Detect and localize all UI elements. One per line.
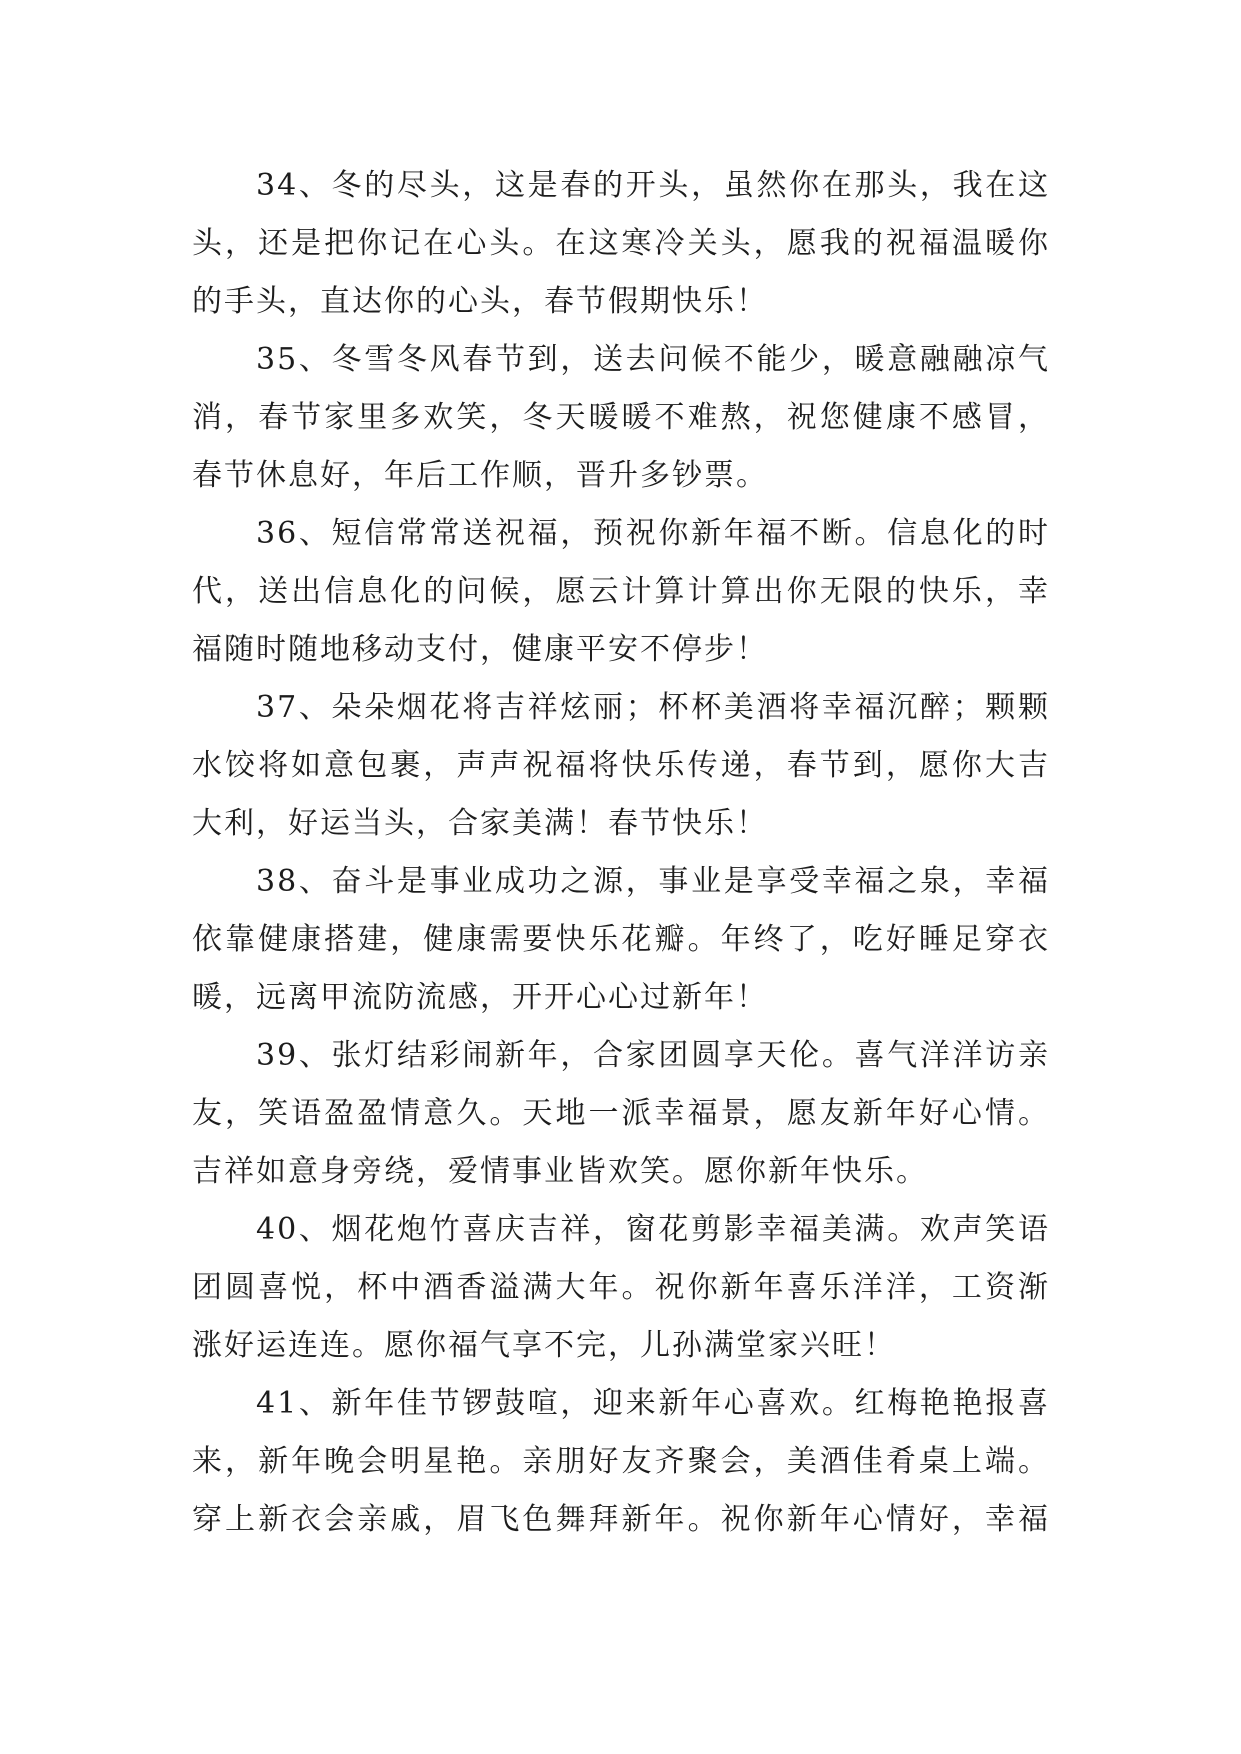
paragraph-line: 依靠健康搭建，健康需要快乐花瓣。年终了，吃好睡足穿衣	[192, 922, 1050, 957]
document-body	[192, 157, 1050, 1549]
paragraph-line: 大利，好运当头，合家美满！春节快乐！	[192, 806, 768, 841]
paragraph-line: 41、新年佳节锣鼓喧，迎来新年心喜欢。红梅艳艳报喜	[256, 1386, 1050, 1421]
paragraph-line: 穿上新衣会亲戚，眉飞色舞拜新年。祝你新年心情好，幸福	[192, 1502, 1050, 1537]
paragraph-line: 38、奋斗是事业成功之源，事业是享受幸福之泉，幸福	[256, 864, 1050, 899]
paragraph-34	[192, 157, 1050, 331]
paragraph-41	[192, 1375, 1050, 1549]
paragraph-line: 水饺将如意包裹，声声祝福将快乐传递，春节到，愿你大吉	[192, 748, 1050, 783]
paragraph-line: 来，新年晚会明星艳。亲朋好友齐聚会，美酒佳肴桌上端。	[192, 1444, 1050, 1479]
paragraph-38	[192, 853, 1050, 1027]
paragraph-line: 36、短信常常送祝福，预祝你新年福不断。信息化的时	[256, 516, 1050, 551]
paragraph-line: 消，春节家里多欢笑，冬天暖暖不难熬，祝您健康不感冒，	[192, 400, 1050, 435]
paragraph-line: 代，送出信息化的问候，愿云计算计算出你无限的快乐，幸	[192, 574, 1050, 609]
paragraph-line: 春节休息好，年后工作顺，晋升多钞票。	[192, 458, 768, 493]
paragraph-line: 39、张灯结彩闹新年，合家团圆享天伦。喜气洋洋访亲	[256, 1038, 1050, 1073]
paragraph-line: 40、烟花炮竹喜庆吉祥，窗花剪影幸福美满。欢声笑语	[256, 1212, 1050, 1247]
paragraph-line: 35、冬雪冬风春节到，送去问候不能少，暖意融融凉气	[256, 342, 1050, 377]
paragraph-line: 团圆喜悦，杯中酒香溢满大年。祝你新年喜乐洋洋，工资渐	[192, 1270, 1050, 1305]
paragraph-line: 暖，远离甲流防流感，开开心心过新年！	[192, 980, 768, 1015]
paragraph-line: 涨好运连连。愿你福气享不完，儿孙满堂家兴旺！	[192, 1328, 896, 1363]
paragraph-36	[192, 505, 1050, 679]
paragraph-line: 头，还是把你记在心头。在这寒冷关头，愿我的祝福温暖你	[192, 226, 1050, 261]
paragraph-line: 福随时随地移动支付，健康平安不停步！	[192, 632, 768, 667]
paragraph-line: 37、朵朵烟花将吉祥炫丽；杯杯美酒将幸福沉醉；颗颗	[256, 690, 1050, 725]
paragraph-35	[192, 331, 1050, 505]
paragraph-line: 的手头，直达你的心头，春节假期快乐！	[192, 284, 768, 319]
paragraph-line: 吉祥如意身旁绕，爱情事业皆欢笑。愿你新年快乐。	[192, 1154, 928, 1189]
paragraph-line: 34、冬的尽头，这是春的开头，虽然你在那头，我在这	[256, 168, 1050, 203]
paragraph-line: 友，笑语盈盈情意久。天地一派幸福景，愿友新年好心情。	[192, 1096, 1050, 1131]
paragraph-40	[192, 1201, 1050, 1375]
paragraph-37	[192, 679, 1050, 853]
paragraph-39	[192, 1027, 1050, 1201]
